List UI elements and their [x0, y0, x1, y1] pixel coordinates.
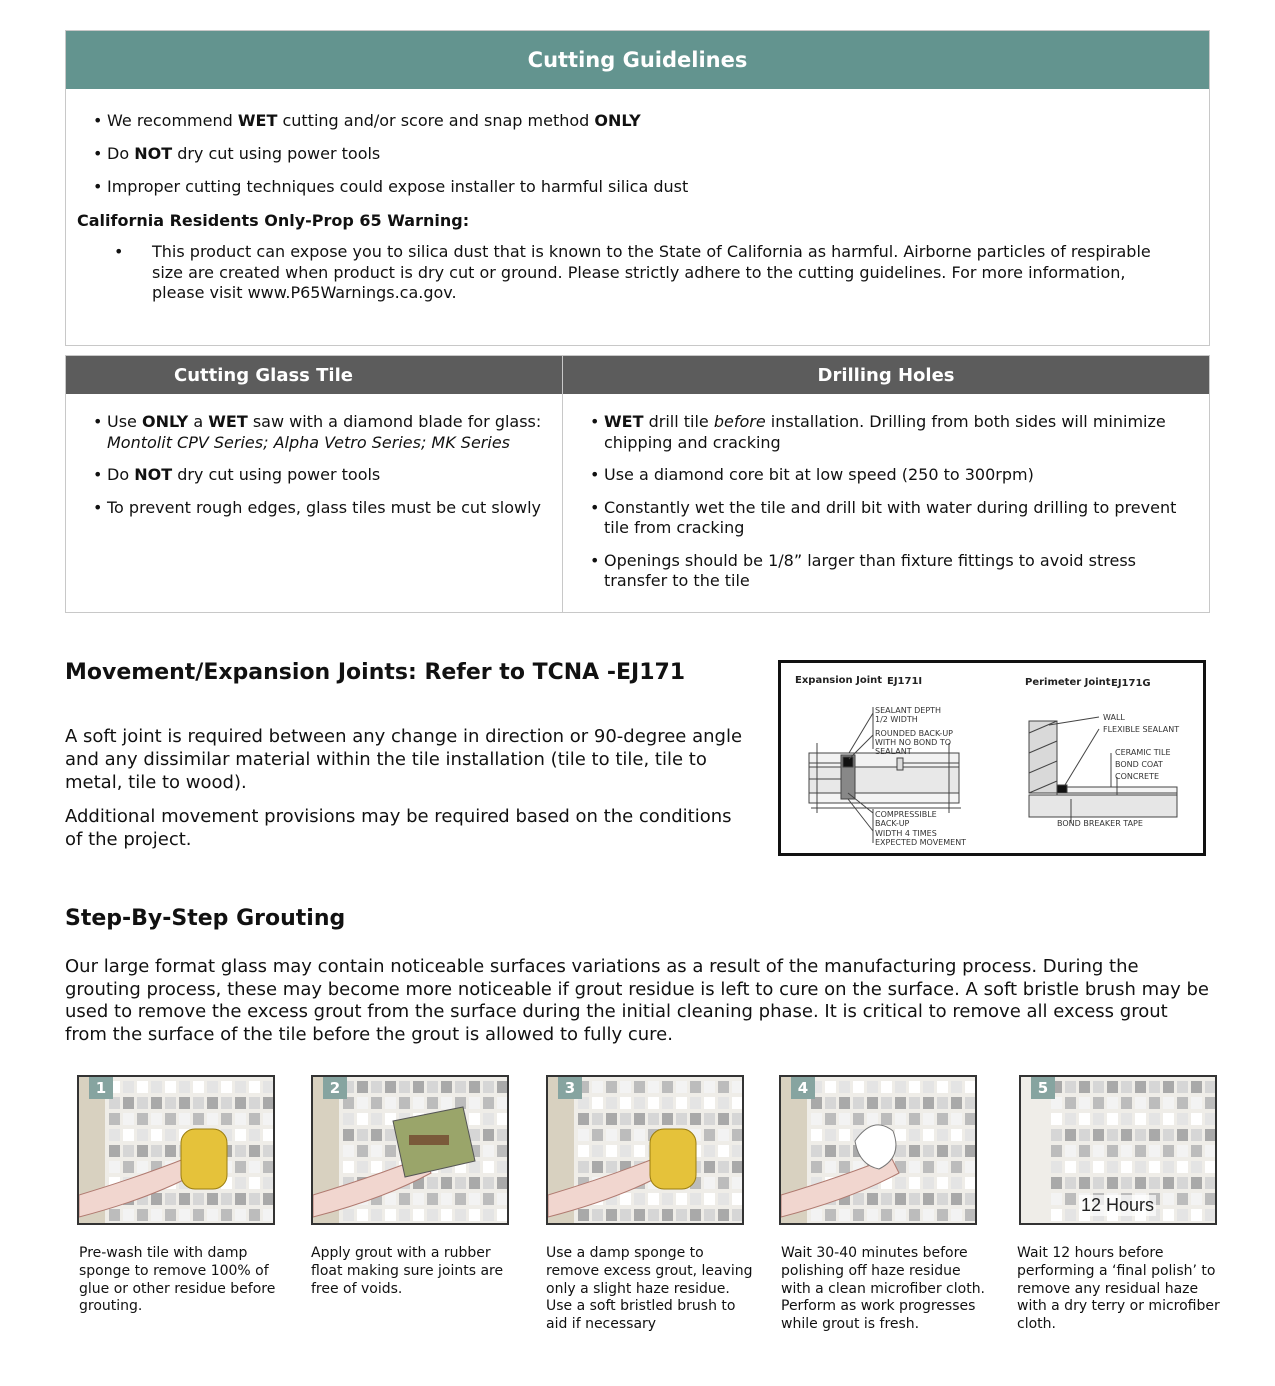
exp-callout: WIDTH 4 TIMES — [875, 829, 937, 838]
list-item — [604, 412, 1204, 453]
list-item-text: To prevent rough edges, glass tiles must be cut slowly — [107, 497, 541, 517]
step-number-badge: 4 — [797, 1079, 809, 1097]
list-item-text: Do — [107, 465, 135, 484]
list-item — [107, 177, 1197, 210]
list-item-text: Montolit CPV Series; Alpha Vetro Series; MK Series — [107, 432, 510, 452]
list-item-text: We recommend — [107, 111, 238, 130]
cutting-glass-tile-header: Cutting Glass Tile — [66, 356, 562, 394]
list-item-text: before — [713, 412, 766, 431]
exp-callout: ROUNDED BACK-UP — [875, 729, 953, 738]
step-caption: Wait 12 hours before performing a ‘final polish’ to remove any residual haze with a dry terry or microfiber cloth. — [1017, 1245, 1220, 1333]
grouting-text: Our large format glass may contain noticeable surfaces variations as a result of the manufacturing process. During the grouting process, these may become more noticeable if grout residue is left to cure on the surface. A soft bristle brush may be used to remove the excess grout from the surface during the initial cleaning phase. It is critical to remove all excess grout from the surface of the tile before the grout is allowed to fully cure. — [65, 956, 1210, 1045]
exp-callout: WITH NO BOND TO — [875, 738, 952, 747]
joint-diagram-svg — [781, 663, 1203, 853]
list-item — [107, 144, 1197, 177]
list-item — [604, 551, 1204, 592]
cutting-glass-tile-list — [107, 412, 547, 530]
step-illustration — [311, 1075, 509, 1225]
list-item-text: WET — [208, 412, 248, 431]
step-number-badge: 1 — [95, 1079, 107, 1097]
list-item — [107, 111, 1197, 144]
perimeter-joint-label: Perimeter Joint — [1025, 677, 1111, 688]
list-item-text: WET — [604, 412, 644, 431]
expansion-joint-label: Expansion Joint — [795, 675, 883, 686]
list-item-text: drill tile — [643, 412, 714, 431]
exp-callout: BACK-UP — [875, 819, 910, 828]
drilling-holes-header: Drilling Holes — [563, 356, 1209, 394]
per-callout: BOND BREAKER TAPE — [1057, 819, 1143, 828]
list-item — [107, 465, 547, 486]
list-item-text: installation. Drilling from both sides will minimize chipping and cracking — [604, 412, 1166, 452]
step-overlay-label: 12 Hours — [1081, 1195, 1155, 1215]
step-illustration — [546, 1075, 744, 1225]
step-number-badge: 3 — [564, 1079, 576, 1097]
step-number-badge: 2 — [329, 1079, 341, 1097]
cutting-guidelines-list — [107, 111, 1197, 210]
list-item-text: Openings should be 1/8” larger than fixture fittings to avoid stress transfer to the tile — [604, 550, 1137, 590]
expansion-joint-code: EJ171I — [887, 676, 923, 687]
list-item — [107, 412, 547, 453]
exp-callout: 1/2 WIDTH — [875, 715, 918, 724]
list-item-text: ONLY — [594, 111, 641, 130]
cutting-guidelines-header: Cutting Guidelines — [66, 31, 1209, 89]
exp-callout: COMPRESSIBLE — [875, 810, 937, 819]
list-item-text: Improper cutting techniques could expose installer to harmful silica dust — [107, 177, 689, 196]
step-caption: Wait 30-40 minutes before polishing off haze residue with a clean microfiber cloth. Perform as work progresses while grout is fresh. — [781, 1245, 986, 1333]
movement-paragraph-2: Additional movement provisions may be required based on the conditions of the project. — [65, 806, 732, 850]
per-callout: CERAMIC TILE — [1115, 748, 1171, 757]
step-illustration — [779, 1075, 977, 1225]
per-callout: FLEXIBLE SEALANT — [1103, 725, 1180, 734]
list-item-text: cutting and/or score and snap method — [277, 111, 595, 130]
list-item-text: Use a diamond core bit at low speed (250 to 300rpm) — [604, 465, 1034, 484]
per-callout: WALL — [1103, 713, 1125, 722]
prop65-heading: California Residents Only-Prop 65 Warning: — [77, 211, 470, 230]
prop65-bullet: • — [114, 242, 124, 261]
list-item-text: a — [188, 412, 209, 431]
list-item-text: NOT — [134, 144, 173, 163]
per-callout: CONCRETE — [1115, 772, 1160, 781]
list-item-text: NOT — [134, 465, 173, 484]
perimeter-joint-code: EJ171G — [1111, 678, 1151, 689]
step-illustration — [77, 1075, 275, 1225]
prop65-text: This product can expose you to silica dust that is known to the State of California as harmful. Airborne particles of respirable size are created when product is dry cut or ground. Please strictly adhere to the cutting guidelines. For more information, please visit www.P65Warnings.ca.gov. — [152, 242, 1151, 302]
exp-callout: SEALANT DEPTH — [875, 706, 942, 715]
list-item — [604, 498, 1204, 539]
table-divider — [562, 356, 563, 612]
list-item-text: saw with a diamond blade for glass: — [247, 412, 542, 431]
step-caption: Apply grout with a rubber float making sure joints are free of voids. — [311, 1245, 504, 1297]
list-item-text: Do — [107, 144, 135, 163]
glass-tile-table — [65, 355, 1210, 613]
list-item-text: WET — [237, 111, 278, 130]
list-item-text: Use — [107, 412, 142, 431]
list-item — [604, 465, 1204, 486]
cutting-guidelines-box — [65, 30, 1210, 346]
step-caption: Use a damp sponge to remove excess grout, leaving only a slight haze residue. Use a soft bristled brush to aid if necessary — [546, 1245, 753, 1333]
list-item-text: ONLY — [141, 412, 189, 431]
movement-paragraph-1: A soft joint is required between any change in direction or 90-degree angle and any dissimilar material within the tile installation (tile to tile, tile to metal, tile to wood). — [65, 726, 743, 793]
exp-callout: SEALANT — [875, 747, 912, 756]
drilling-holes-list — [604, 412, 1204, 604]
list-item — [107, 498, 547, 519]
step-caption: Pre-wash tile with damp sponge to remove 100% of glue or other residue before grouting. — [79, 1245, 276, 1315]
exp-callout: EXPECTED MOVEMENT — [875, 838, 967, 847]
list-item-text: Constantly wet the tile and drill bit with water during drilling to prevent tile from cracking — [604, 497, 1177, 537]
grouting-title: Step-By-Step Grouting — [65, 906, 346, 931]
per-callout: BOND COAT — [1115, 760, 1163, 769]
expansion-joint-diagram — [778, 660, 1206, 856]
step-illustration — [1019, 1075, 1217, 1225]
step-number-badge: 5 — [1037, 1079, 1049, 1097]
list-item-text: dry cut using power tools — [172, 144, 381, 163]
list-item-text: dry cut using power tools — [172, 465, 381, 484]
movement-title: Movement/Expansion Joints: Refer to TCNA -EJ171 — [65, 660, 686, 685]
